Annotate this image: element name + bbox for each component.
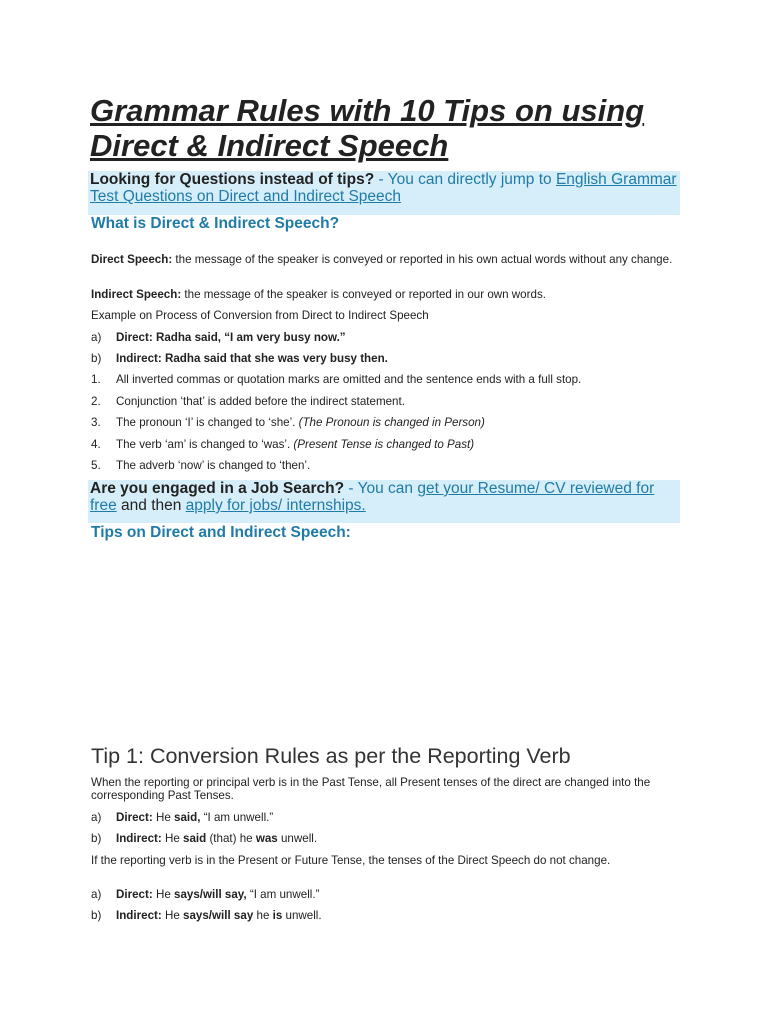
resume-review-link[interactable]: get your Resume/ CV reviewed for free — [90, 480, 655, 514]
job-search-callout — [88, 480, 680, 523]
list-marker: a) — [91, 331, 102, 344]
indirect-speech-label: Indirect Speech: — [91, 288, 182, 301]
example-label: Indirect: — [116, 832, 162, 845]
list-text — [116, 811, 273, 824]
rule-note: (Present Tense is changed to Past) — [293, 438, 475, 451]
direct-speech-definition — [91, 253, 683, 266]
list-text — [116, 832, 317, 845]
tip1-paragraph-1: When the reporting or principal verb is in the Past Tense, all Present tenses of the direct are changed into the corresponding Past Tenses. — [91, 776, 651, 802]
example-text: He — [161, 832, 184, 845]
list-marker: b) — [91, 832, 102, 845]
indirect-speech-text: the message of the speaker is conveyed or reported in our own words. — [181, 288, 546, 301]
direct-speech-label: Direct Speech: — [91, 253, 173, 266]
example-text: (that) he — [206, 832, 256, 845]
list-text: Direct: Radha said, “I am very busy now.” — [116, 331, 346, 344]
example-text: He — [161, 909, 184, 922]
example-text: He — [152, 888, 174, 901]
list-marker: b) — [91, 352, 102, 365]
example-verb: was — [255, 832, 278, 845]
list-text: All inverted commas or quotation marks are omitted and the sentence ends with a full stop. — [116, 373, 582, 386]
example-verb: is — [272, 909, 283, 922]
list-marker: 5. — [91, 459, 101, 472]
callout-text: - You can directly jump to — [374, 171, 556, 188]
callout-lead: Are you engaged in a Job Search? — [90, 480, 345, 497]
indirect-speech-definition — [91, 288, 683, 301]
list-text — [116, 438, 474, 451]
page-title: Grammar Rules with 10 Tips on using Direct & Indirect Speech — [90, 93, 645, 163]
example-label: Direct: — [116, 811, 153, 824]
example-verb: said, — [174, 811, 201, 824]
list-marker: 4. — [91, 438, 101, 451]
example-text: unwell. — [282, 909, 322, 922]
example-label: Direct: — [116, 888, 153, 901]
tip1-heading: Tip 1: Conversion Rules as per the Reporting Verb — [91, 744, 571, 768]
list-marker: 3. — [91, 416, 101, 429]
list-text — [116, 909, 322, 922]
list-marker: a) — [91, 811, 102, 824]
rule-text: The verb ‘am’ is changed to ‘was’. — [116, 438, 294, 451]
example-text: unwell. — [277, 832, 318, 845]
example-label: Indirect: — [116, 909, 162, 922]
example-verb: says/will say — [183, 909, 254, 922]
section-heading-what-is: What is Direct & Indirect Speech? — [91, 215, 340, 232]
callout-text: and then — [116, 497, 186, 514]
list-marker: 2. — [91, 395, 101, 408]
list-text: Conjunction ‘that’ is added before the indirect statement. — [116, 395, 405, 408]
section-heading-tips: Tips on Direct and Indirect Speech: — [91, 524, 351, 541]
list-text — [116, 888, 319, 901]
test-questions-link[interactable]: English Grammar Test Questions on Direct and Indirect Speech — [90, 171, 677, 205]
list-marker: a) — [91, 888, 102, 901]
example-text: “I am unwell.” — [246, 888, 320, 901]
list-marker: b) — [91, 909, 102, 922]
tip1-paragraph-2: If the reporting verb is in the Present or Future Tense, the tenses of the Direct Speech do not change. — [91, 854, 611, 867]
questions-callout — [88, 171, 680, 215]
example-text: “I am unwell.” — [200, 811, 274, 824]
example-intro: Example on Process of Conversion from Direct to Indirect Speech — [91, 309, 429, 322]
list-text — [116, 416, 485, 429]
example-verb: says/will say, — [174, 888, 247, 901]
example-text: he — [253, 909, 273, 922]
rule-note: (The Pronoun is changed in Person) — [298, 416, 485, 429]
list-marker: 1. — [91, 373, 101, 386]
callout-text: - You can — [344, 480, 418, 497]
example-verb: said — [183, 832, 207, 845]
rule-text: The pronoun ‘I’ is changed to ‘she’. — [116, 416, 299, 429]
callout-lead: Looking for Questions instead of tips? — [90, 171, 375, 188]
apply-jobs-link[interactable]: apply for jobs/ internships. — [185, 497, 366, 514]
example-text: He — [152, 811, 174, 824]
list-text: The adverb ‘now’ is changed to ‘then’. — [116, 459, 311, 472]
list-text: Indirect: Radha said that she was very busy then. — [116, 352, 388, 365]
direct-speech-text: the message of the speaker is conveyed or reported in his own actual words without any change. — [172, 253, 673, 266]
